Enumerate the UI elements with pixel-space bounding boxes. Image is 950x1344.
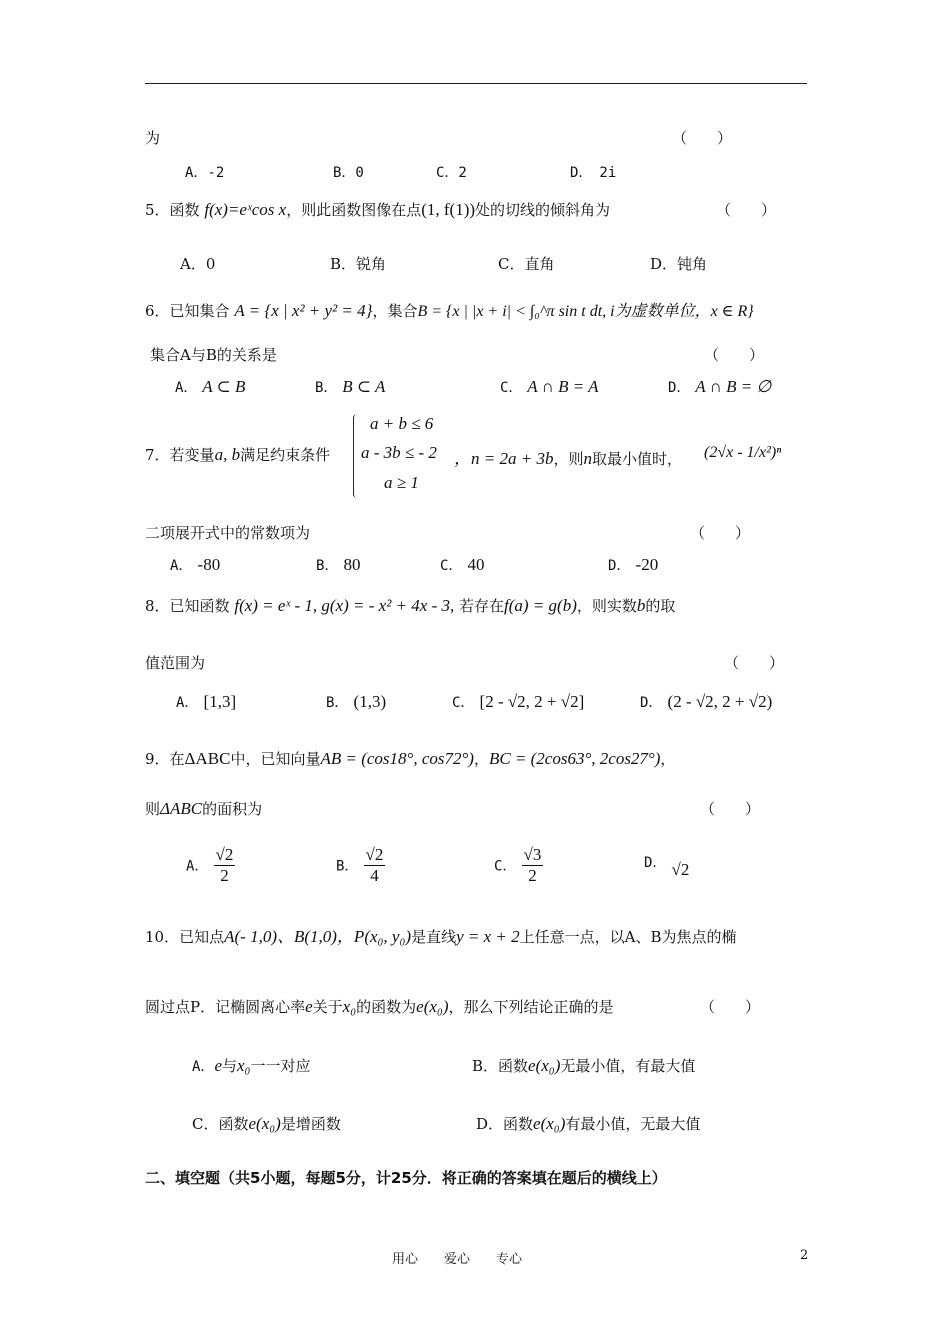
q6-set-b: B = {x | |x + i| < ∫₀^π sin t dt, i为虚数单位，x ∈ R} — [417, 303, 754, 320]
q7-option-a-label: A． — [170, 558, 193, 574]
q10-option-c-label: C．函数 — [192, 1115, 249, 1133]
q6-number: 6． — [145, 302, 170, 320]
q7-option-a — [170, 555, 220, 575]
q10-option-b-label: B．函数 — [472, 1057, 529, 1075]
q10-option-d-label: D．函数 — [476, 1115, 534, 1133]
header-rule — [145, 83, 807, 84]
q8-option-a-math: [1,3] — [203, 692, 237, 711]
q10-line2-mid2: 的函数为 — [356, 998, 417, 1016]
q6-option-a — [175, 377, 245, 397]
q8-option-c-label: C． — [452, 695, 475, 711]
q10-option-c-ex0: e(x₀) — [248, 1114, 281, 1133]
q6-option-a-label: A． — [175, 380, 198, 396]
q10-points: A(- 1,0)、B(1,0)，P(x₀, y₀) — [224, 927, 412, 946]
q7-constraint-3: a ≥ 1 — [384, 473, 419, 492]
q6-option-c — [500, 377, 599, 397]
q9-option-b-fraction — [364, 845, 386, 887]
q7-vars: a, b — [214, 445, 241, 464]
q8-answer-paren: （ ） — [724, 654, 785, 672]
q8-line2: 值范围为 — [145, 654, 206, 672]
q9-option-a-num: √2 — [214, 845, 236, 866]
q9-option-b-num: √2 — [364, 845, 386, 866]
q10-option-a-mid: 与 — [221, 1057, 237, 1075]
q10-post: 上任意一点，以A、B为焦点的椭 — [519, 928, 737, 946]
q8-post2: 的取 — [645, 597, 676, 615]
q10-option-d-post: 有最小值，无最大值 — [565, 1115, 701, 1133]
q5-post: 处的切线的倾斜角为 — [475, 201, 611, 219]
q5-number: 5． — [145, 201, 170, 219]
q9-number: 9．在 — [145, 750, 185, 768]
q4-tail: 为 — [145, 129, 161, 147]
q5-option-d: D．钝角 — [650, 255, 708, 273]
q7-mid: 满足约束条件 — [240, 446, 331, 464]
q8-cond: f(a) = g(b) — [504, 596, 577, 615]
q6-mid: ，集合 — [372, 302, 418, 320]
q9-option-d-label: D． — [644, 855, 667, 871]
q5-formula: f(x)=eˣcos x — [204, 200, 287, 219]
q7-option-c-label: C． — [440, 558, 463, 574]
q7-option-c — [440, 555, 485, 575]
q7-constraint-1: a + b ≤ 6 — [370, 414, 434, 433]
q9-option-c-num: √3 — [522, 845, 544, 866]
q4-option-c: C．2 — [436, 165, 467, 181]
q4-option-d: D． 2i — [570, 165, 617, 181]
q8-option-d-math: (2 - √2, 2 + √2) — [667, 692, 773, 711]
q10-option-d-ex0: e(x₀) — [533, 1114, 566, 1133]
q9-option-d — [644, 852, 690, 879]
q9-option-b — [336, 845, 385, 887]
q10-option-a-post: 一一对应 — [250, 1057, 311, 1075]
q9-option-a-label: A． — [186, 858, 209, 875]
q8-number: 8． — [145, 597, 170, 615]
q6-set-a: A = {x | x² + y² = 4} — [234, 301, 373, 320]
q8-option-d — [640, 692, 772, 712]
q7-option-b-value: 80 — [343, 555, 361, 574]
q9-text — [145, 748, 675, 769]
q7-post2: 取最小值时， — [591, 450, 682, 468]
q6-text — [145, 298, 754, 321]
q7-option-c-value: 40 — [467, 555, 485, 574]
q5-text — [145, 199, 610, 220]
q8-formula: f(x) = eˣ - 1, g(x) = - x² + 4x - 3, — [234, 596, 455, 615]
q9-option-a-den: 2 — [220, 866, 229, 886]
q6-option-d-math: A ∩ B = ∅ — [695, 377, 772, 396]
q5-point: (1, f(1)) — [421, 200, 476, 219]
q8-option-a — [176, 692, 236, 712]
q10-option-b-ex0: e(x₀) — [528, 1056, 561, 1075]
q10-x0: x₀ — [342, 997, 357, 1016]
q6-answer-paren: （ ） — [704, 346, 765, 364]
q9-line2-pre: 则 — [145, 800, 161, 818]
q9-answer-paren: （ ） — [700, 800, 761, 818]
q8-option-c — [452, 692, 584, 712]
q6-option-d-label: D． — [668, 380, 691, 396]
q6-option-a-math: A ⊂ B — [202, 377, 246, 396]
q7-option-d-label: D． — [608, 558, 631, 574]
q7-binomial: (2√x - 1/x²)ⁿ — [704, 444, 782, 461]
q9-option-b-den: 4 — [370, 866, 379, 886]
q9-option-c-den: 2 — [528, 866, 537, 886]
q9-option-a — [186, 845, 235, 887]
q4-answer-paren: （ ） — [672, 129, 733, 147]
q9-option-b-label: B． — [336, 858, 359, 875]
q7-option-b-label: B． — [316, 558, 339, 574]
q7-text-post — [454, 444, 682, 469]
q9-end: ， — [660, 750, 676, 768]
q7-option-d-value: -20 — [635, 555, 659, 574]
q5-option-c: C．直角 — [498, 255, 555, 273]
q10-line: y = x + 2 — [456, 927, 520, 946]
q10-option-a-label: A． — [192, 1059, 215, 1075]
q9-triangle-2: ΔABC — [160, 799, 203, 818]
q10-ex0: e(x₀) — [416, 997, 449, 1016]
q10-line2 — [145, 996, 614, 1017]
q10-option-c — [192, 1113, 341, 1134]
q7-text-pre — [145, 444, 330, 465]
q9-option-c-label: C． — [494, 858, 517, 875]
q7-number: 7． — [145, 446, 170, 464]
section-2-heading: 二、填空题（共5小题，每题5分，计25分．将正确的答案填在题后的横线上） — [145, 1169, 667, 1187]
q7-constraint-2: a - 3b ≤ - 2 — [361, 443, 437, 462]
q7-answer-paren: （ ） — [690, 524, 751, 542]
q8-option-b-label: B． — [326, 695, 349, 711]
q7-option-d — [608, 555, 658, 575]
q10-option-a-e: e — [214, 1056, 222, 1075]
q7-option-a-value: -80 — [197, 555, 221, 574]
q6-option-c-label: C． — [500, 380, 523, 396]
q8-text — [145, 595, 675, 616]
q4-option-b: B．0 — [333, 165, 364, 181]
q10-answer-paren: （ ） — [700, 998, 761, 1016]
q7-pre: 若变量 — [169, 446, 215, 464]
q5-option-a: A．0 — [180, 255, 216, 273]
q8-option-a-label: A． — [176, 695, 199, 711]
q9-sep: ， — [473, 750, 489, 768]
q8-b: b — [636, 596, 646, 615]
q6-option-b — [315, 377, 385, 397]
q8-option-b-math: (1,3) — [353, 692, 387, 711]
q9-line2-post: 的面积为 — [202, 800, 263, 818]
q6-pre: 已知集合 — [169, 302, 230, 320]
q10-number: 10． — [145, 928, 180, 946]
q9-triangle: ΔABC — [184, 749, 231, 768]
q10-line2-mid: 关于 — [312, 998, 343, 1016]
q9-option-d-value: √2 — [671, 860, 690, 879]
q10-pre: 已知点 — [179, 928, 225, 946]
q10-option-b-post: 无最小值，有最大值 — [560, 1057, 696, 1075]
q7-constraint-brace — [353, 414, 357, 498]
q10-option-d — [476, 1113, 700, 1134]
q10-text — [145, 922, 736, 947]
q10-e: e — [305, 997, 313, 1016]
q10-option-b — [472, 1055, 695, 1076]
q9-option-a-fraction — [214, 845, 236, 887]
q10-mid: 是直线 — [411, 928, 457, 946]
q5-answer-paren: （ ） — [716, 201, 777, 219]
q8-option-b — [326, 692, 386, 712]
q7-line2: 二项展开式中的常数项为 — [145, 524, 311, 542]
q8-post: ，则实数 — [576, 597, 637, 615]
q9-vector-bc: BC = (2cos63°, 2cos27°) — [488, 749, 661, 768]
q6-line2: 集合A与B的关系是 — [150, 346, 277, 364]
q8-option-d-label: D． — [640, 695, 663, 711]
q9-mid: 中，已知向量 — [230, 750, 321, 768]
q6-option-c-math: A ∩ B = A — [527, 377, 599, 396]
q10-line2-post: ，那么下列结论正确的是 — [448, 998, 614, 1016]
q7-option-b — [316, 555, 361, 575]
q4-option-a: A．-2 — [185, 165, 225, 181]
q9-option-c-fraction — [522, 845, 544, 887]
q10-option-a — [192, 1055, 310, 1076]
q9-vector-ab: AB = (cos18°, cos72°) — [320, 749, 474, 768]
q5-mid: ，则此函数图像在点 — [286, 201, 422, 219]
q6-option-b-label: B． — [315, 380, 338, 396]
footer-slogan: 用心 爱心 专心 — [392, 1252, 523, 1267]
q10-option-a-x0: x₀ — [237, 1056, 251, 1075]
page-number: 2 — [800, 1248, 809, 1263]
q8-mid: 若存在 — [459, 597, 505, 615]
q7-n: n — [583, 449, 592, 468]
q8-pre: 已知函数 — [169, 597, 230, 615]
q5-option-b: B．锐角 — [330, 255, 387, 273]
q9-line2 — [145, 798, 262, 819]
q7-post: ，则 — [553, 450, 584, 468]
q6-option-b-math: B ⊂ A — [342, 377, 386, 396]
q10-line2-pre: 圆过点P．记椭圆离心率 — [145, 998, 306, 1016]
q10-option-c-post: 是增函数 — [280, 1115, 341, 1133]
q5-pre: 函数 — [169, 201, 200, 219]
q7-n-expr: ，n = 2a + 3b — [454, 449, 554, 468]
q8-option-c-math: [2 - √2, 2 + √2] — [479, 692, 585, 711]
q9-option-c — [494, 845, 543, 887]
q6-option-d — [668, 377, 771, 397]
